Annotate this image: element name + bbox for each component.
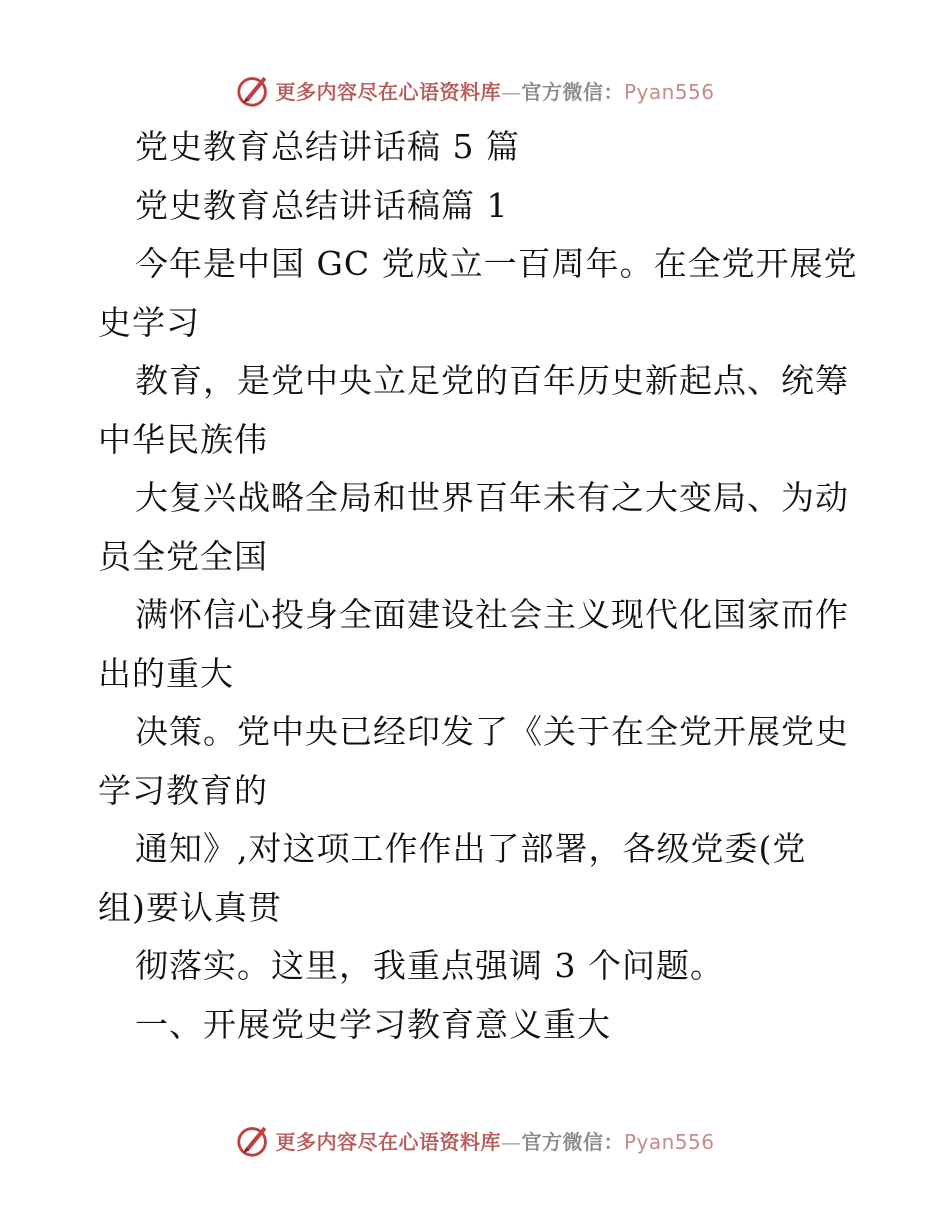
paragraph-line: 通知》,对这项工作作出了部署，各级党委(党 bbox=[135, 829, 807, 868]
watermark-prefix: 更多内容尽在心语资料库 bbox=[275, 1129, 501, 1154]
section-title: 党史教育总结讲话稿篇 1 bbox=[135, 185, 509, 225]
watermark-prefix: 更多内容尽在心语资料库 bbox=[275, 79, 501, 104]
watermark-wechat-id: Pyan556 bbox=[623, 79, 715, 104]
quill-logo-icon bbox=[235, 71, 273, 109]
paragraph-line: 史学习 bbox=[98, 302, 200, 342]
paragraph-line: 大复兴战略全局和世界百年未有之大变局、为动 bbox=[135, 478, 849, 517]
paragraph-line: 学习教育的 bbox=[98, 770, 268, 810]
paragraph-line: 员全党全国 bbox=[98, 536, 268, 576]
paragraph-line: 满怀信心投身全面建设社会主义现代化国家而作 bbox=[135, 595, 849, 634]
subsection-heading: 一、开展党史学习教育意义重大 bbox=[135, 1004, 611, 1044]
paragraph-line: 今年是中国 GC 党成立一百周年。在全党开展党 bbox=[135, 244, 858, 283]
watermark-separator: — bbox=[500, 79, 522, 104]
footer-watermark bbox=[0, 1118, 950, 1162]
paragraph-line: 教育，是党中央立足党的百年历史新起点、统筹 bbox=[135, 361, 849, 400]
quill-logo-icon bbox=[235, 1121, 273, 1159]
document-title: 党史教育总结讲话稿 5 篇 bbox=[135, 127, 520, 166]
paragraph-line: 彻落实。这里，我重点强调 3 个问题。 bbox=[135, 946, 724, 985]
paragraph-line: 出的重大 bbox=[98, 653, 234, 693]
header-watermark bbox=[0, 68, 950, 112]
paragraph-line: 中华民族伟 bbox=[98, 419, 268, 459]
watermark-label: 官方微信： bbox=[521, 79, 624, 104]
document-body bbox=[98, 118, 858, 1054]
paragraph-line: 组)要认真贯 bbox=[98, 887, 282, 927]
watermark-wechat-id: Pyan556 bbox=[623, 1129, 715, 1154]
paragraph-line: 决策。党中央已经印发了《关于在全党开展党史 bbox=[135, 712, 849, 751]
watermark-separator: — bbox=[500, 1129, 522, 1154]
watermark-label: 官方微信： bbox=[521, 1129, 624, 1154]
